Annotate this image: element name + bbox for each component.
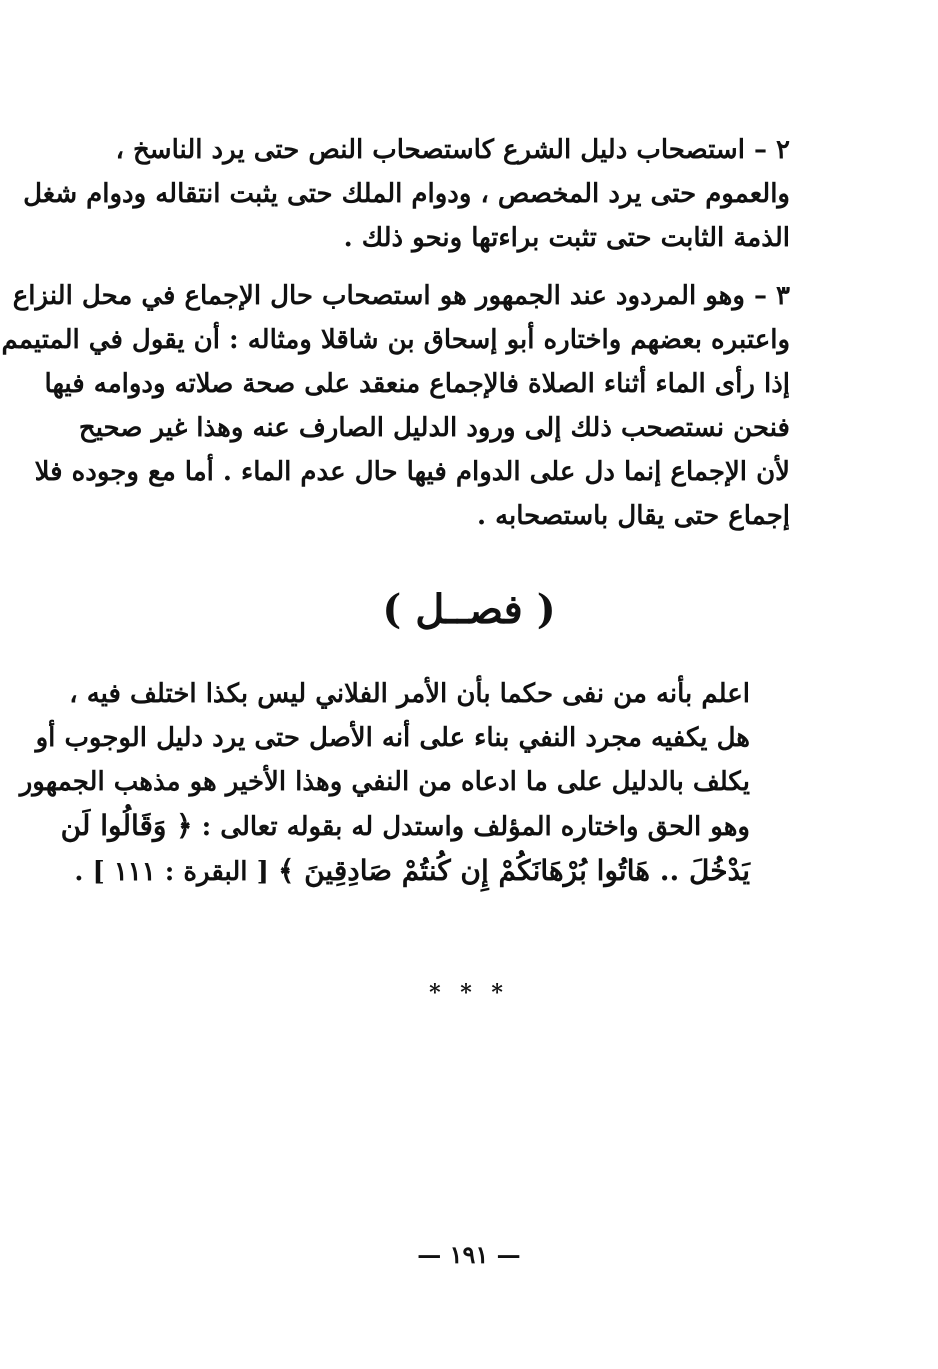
paragraph-line: فنحن نستصحب ذلك إلى ورود الدليل الصارف عنه وهذا غير صحيح	[78, 413, 790, 443]
paragraph-line: الذمة الثابت حتى تثبت براءتها ونحو ذلك .	[343, 223, 790, 253]
paragraph-line: إجماع حتى يقال باستصحابه .	[476, 501, 790, 531]
paragraph-text: وهو الحق واختاره المؤلف واستدل له بقوله تعالى :	[201, 812, 750, 842]
paragraph-line: هل يكفيه مجرد النفي بناء على أنه الأصل حتى يرد دليل الوجوب أو	[35, 723, 750, 753]
paragraph-line: واعتبره بعضهم واختاره أبو إسحاق بن شاقلا ومثاله : أن يقول في المتيمم	[1, 325, 790, 355]
fasl-paragraph	[19, 672, 790, 894]
paragraph-line: ٣ – وهو المردود عند الجمهور هو استصحاب حال الإجماع في محل النزاع	[12, 281, 790, 311]
paragraph-line: يكلف بالدليل على ما ادعاه من النفي وهذا الأخير هو مذهب الجمهور	[19, 767, 750, 797]
paragraph-line-with-quran	[60, 804, 790, 849]
paragraph-line: لأن الإجماع إنما دل على الدوام فيها حال عدم الماء . أما مع وجوده فلا	[34, 457, 790, 487]
quran-verse-start: ﴿ وَقَالُوا لَن	[60, 809, 193, 842]
paragraph-line: والعموم حتى يرد المخصص ، ودوام الملك حتى يثبت انتقاله ودوام شغل	[23, 179, 790, 209]
paragraph-line: ٢ – استصحاب دليل الشرع كاستصحاب النص حتى يرد الناسخ ،	[115, 135, 790, 165]
paragraph-3	[1, 274, 790, 538]
section-title: ( فصــل )	[382, 586, 556, 633]
paragraph-2	[23, 128, 790, 260]
quran-verse-end: يَدْخُلَ .. هَاتُوا بُرْهَانَكُمْ إِن كُنتُمْ صَادِقِينَ ﴾	[277, 854, 750, 887]
paragraph-line: اعلم بأنه من نفى حكما بأن الأمر الفلاني ليس بكذا اختلف فيه ،	[69, 679, 750, 709]
section-separator: * * *	[429, 980, 509, 1006]
quran-line	[74, 849, 790, 894]
quran-citation: [ البقرة : ١١١ ] .	[74, 857, 269, 887]
page-number: — ١٩١ —	[417, 1240, 521, 1269]
paragraph-line: إذا رأى الماء أثناء الصلاة فالإجماع منعقد على صحة صلاته ودوامه فيها	[44, 369, 790, 399]
